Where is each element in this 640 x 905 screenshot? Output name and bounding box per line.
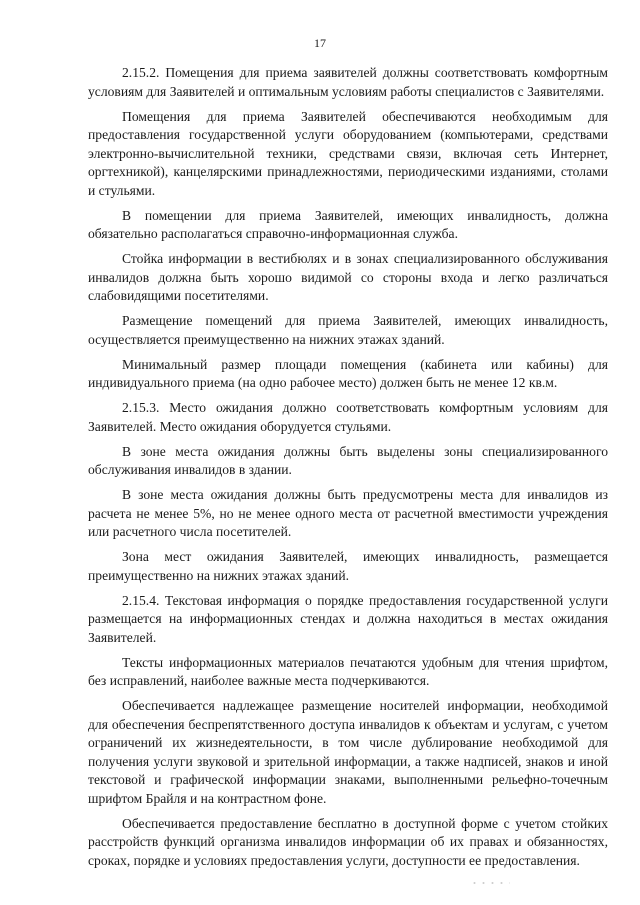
paragraph-equipment: Помещения для приема Заявителей обеспечиваются необходимым для предоставления государственной услуги оборудованием (компьютерами, средствами электронно-вычислительной техники, средствами связи, включая сеть Интернет, оргтехникой), канцелярскими принадлежностями, периодическими изданиями, столами и стульями. bbox=[88, 108, 608, 198]
paragraph-disabled-seats: В зоне места ожидания должны быть предусмотрены места для инвалидов из расчета не менее 5%, но не менее одного места от расчетной вместимости учреждения или расчетного числа посетителей. bbox=[88, 487, 608, 539]
paragraph-waiting-zone: Зона мест ожидания Заявителей, имеющих инвалидность, размещается преимущественно на нижних этажах зданий. bbox=[88, 549, 608, 583]
paragraph-free-info: Обеспечивается предоставление бесплатно в доступной форме с учетом стойких расстройств функций организма инвалидов информации об их правах и обязанностях, сроках, порядке и условиях предоставления услуги, доступности ее предоставления. bbox=[88, 815, 608, 868]
paragraph-lower-floors: Размещение помещений для приема Заявителей, имеющих инвалидность, осуществляется преимущественно на нижних этажах зданий. bbox=[88, 313, 608, 347]
paragraph-info-desk: Стойка информации в вестибюлях и в зонах специализированного обслуживания инвалидов должна быть хорошо видимой со стороны входа и легко различаться слабовидящими посетителями. bbox=[88, 251, 608, 303]
paragraph-min-area: Минимальный размер площади помещения (кабинета или кабины) для индивидуального приема (на одно рабочее место) должен быть не менее 12 кв.м. bbox=[88, 356, 608, 390]
paragraph-special-zones: В зоне места ожидания должны быть выделены зоны специализированного обслуживания инвалидов в здании. bbox=[88, 443, 608, 477]
paragraph-2-15-3: 2.15.3. Место ожидания должно соответствовать комфортным условиям для Заявителей. Место ожидания оборудуется стульями. bbox=[88, 400, 608, 434]
paragraph-accessibility: Обеспечивается надлежащее размещение носителей информации, необходимой для обеспечения беспрепятственного доступа инвалидов к объектам и услугам, с учетом ограничений их жизнедеятельности, в том числе дублирование необходимой для получения услуги звуковой и зрительной информации, а также надписей, знаков и иной текстовой и графической информации знаками, выполненными рельефно-точечным шрифтом Брайля и на контрастном фоне. bbox=[88, 698, 608, 806]
document-body bbox=[88, 64, 608, 877]
paragraph-2-15-2: 2.15.2. Помещения для приема заявителей должны соответствовать комфортным условиям для Заявителей и оптимальным условиям работы специалистов с Заявителями. bbox=[88, 65, 608, 99]
page-number: 17 bbox=[314, 36, 326, 50]
paragraph-info-service: В помещении для приема Заявителей, имеющих инвалидность, должна обязательно располагаться справочно-информационная служба. bbox=[88, 207, 608, 241]
scan-artifact bbox=[470, 880, 510, 886]
paragraph-2-15-4: 2.15.4. Текстовая информация о порядке предоставления государственной услуги размещается на информационных стендах и должна находиться в местах ожидания Заявителей. bbox=[88, 592, 608, 645]
paragraph-info-texts: Тексты информационных материалов печатаются удобным для чтения шрифтом, без исправлений, наиболее важные места подчеркиваются. bbox=[88, 654, 608, 688]
